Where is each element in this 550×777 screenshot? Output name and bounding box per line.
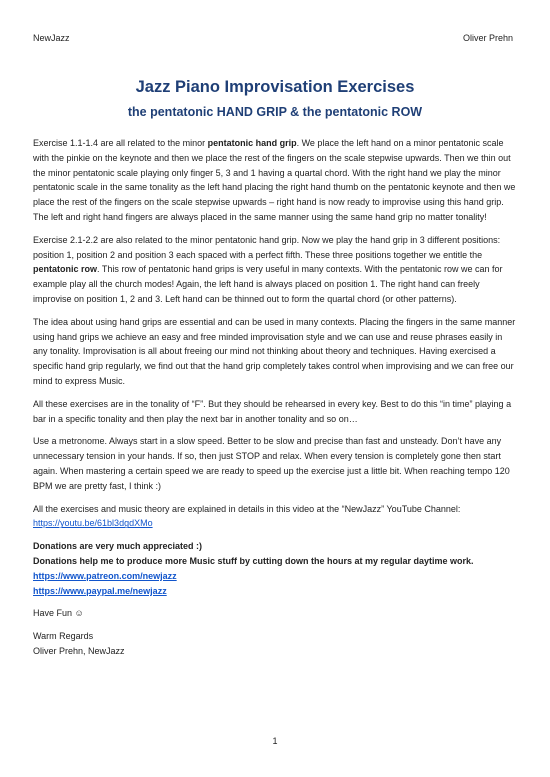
closing-block (33, 629, 519, 659)
header-left: NewJazz (33, 33, 70, 43)
paragraph-3: The idea about using hand grips are essential and can be used in many contexts. Placing the fingers in the same manner using hand grips we achieve an easy and free minded improvisation style and we can use and reuse phrases easily in any tonality. Improvisation is all about freeing our mind not thinking about theory and techniques. Having exercised a specific hand grip regularly, we find out that the hand grip completely takes control when improvising and we can free our mind to express Music. (33, 316, 516, 386)
closing-name: Oliver Prehn, NewJazz (33, 645, 125, 656)
paypal-link[interactable]: https://www.paypal.me/newjazz (33, 585, 167, 596)
paragraph-6: All the exercises and music theory are explained in details in this video at the “NewJazz” YouTube Channel: https://youtu.be/61bl3dgdXMo (33, 503, 461, 529)
donations-text: Donations help me to produce more Music stuff by cutting down the hours at my regular daytime work. (33, 555, 474, 566)
patreon-link[interactable]: https://www.patreon.com/newjazz (33, 570, 177, 581)
page-number: 1 (272, 736, 278, 746)
page-title: Jazz Piano Improvisation Exercises (135, 78, 415, 96)
bold-term: pentatonic row (33, 264, 98, 275)
paragraph-5: Use a metronome. Always start in a slow speed. Better to be slow and precise than fast and unsteady. Don’t have any unnecessary tension in your hands. If so, then just STOP and relax. When every tension is completely gone then start again. When mastering a certain speed we are ready to speed up the exercise just a little bit. When reaching tempo 120 BPM we are pretty fast, I think :) (33, 436, 510, 491)
paragraph-4: All these exercises are in the tonality of “F”. But they should be rehearsed in every key. Best to do this “in time” playing a bar in a specific tonality and then play the next bar in another tonality and so on… (33, 398, 512, 424)
header-right: Oliver Prehn (462, 33, 513, 43)
youtube-link[interactable]: https://youtu.be/61bl3dgdXMo (33, 518, 153, 529)
donations-heading: Donations are very much appreciated :) (33, 541, 203, 552)
closing-regards: Warm Regards (33, 631, 94, 642)
document-body (33, 136, 519, 667)
paragraph-2: Exercise 2.1-2.2 are also related to the minor pentatonic hand grip. Now we play the hand grip in 3 different positions: position 1, position 2 and position 3 each spaced with a perfect fifth. These three positions together we entitle the pentatonic row. This row of pentatonic hand grips is very useful in many contexts. With the pentatonic row we can for example play all the church modes! Again, the left hand is always placed on position 1. The right hand can freely improvise on position 1, 2 and 3. Left hand can be thinned out to form the quartal chord (or other patterns). (33, 234, 503, 304)
page-subtitle: the pentatonic HAND GRIP & the pentatonic ROW (127, 105, 423, 119)
donations-block (33, 539, 519, 598)
bold-term: pentatonic hand grip (207, 138, 297, 148)
have-fun-text: Have Fun ☺ (33, 608, 84, 619)
paragraph-1: Exercise 1.1-1.4 are all related to the minor pentatonic hand grip. We place the left hand on a minor pentatonic scale with the pinkie on the keynote and then we place the rest of the fingers on the scale stepwise upwards. Then we thin out the minor pentatonic scale playing only finger 5, 3 and 1 having a quartal chord. With the right hand we play the minor pentatonic scale in the same tonality as the left hand placing the right hand thumb on the pentatonic keynote and then we place the rest of the fingers on the scale stepwise upwards – right hand is now ready to improvise using this hand grip. The left and right hand fingers are always placed in the same manner using the same hand grip no matter tonality! (33, 138, 516, 222)
